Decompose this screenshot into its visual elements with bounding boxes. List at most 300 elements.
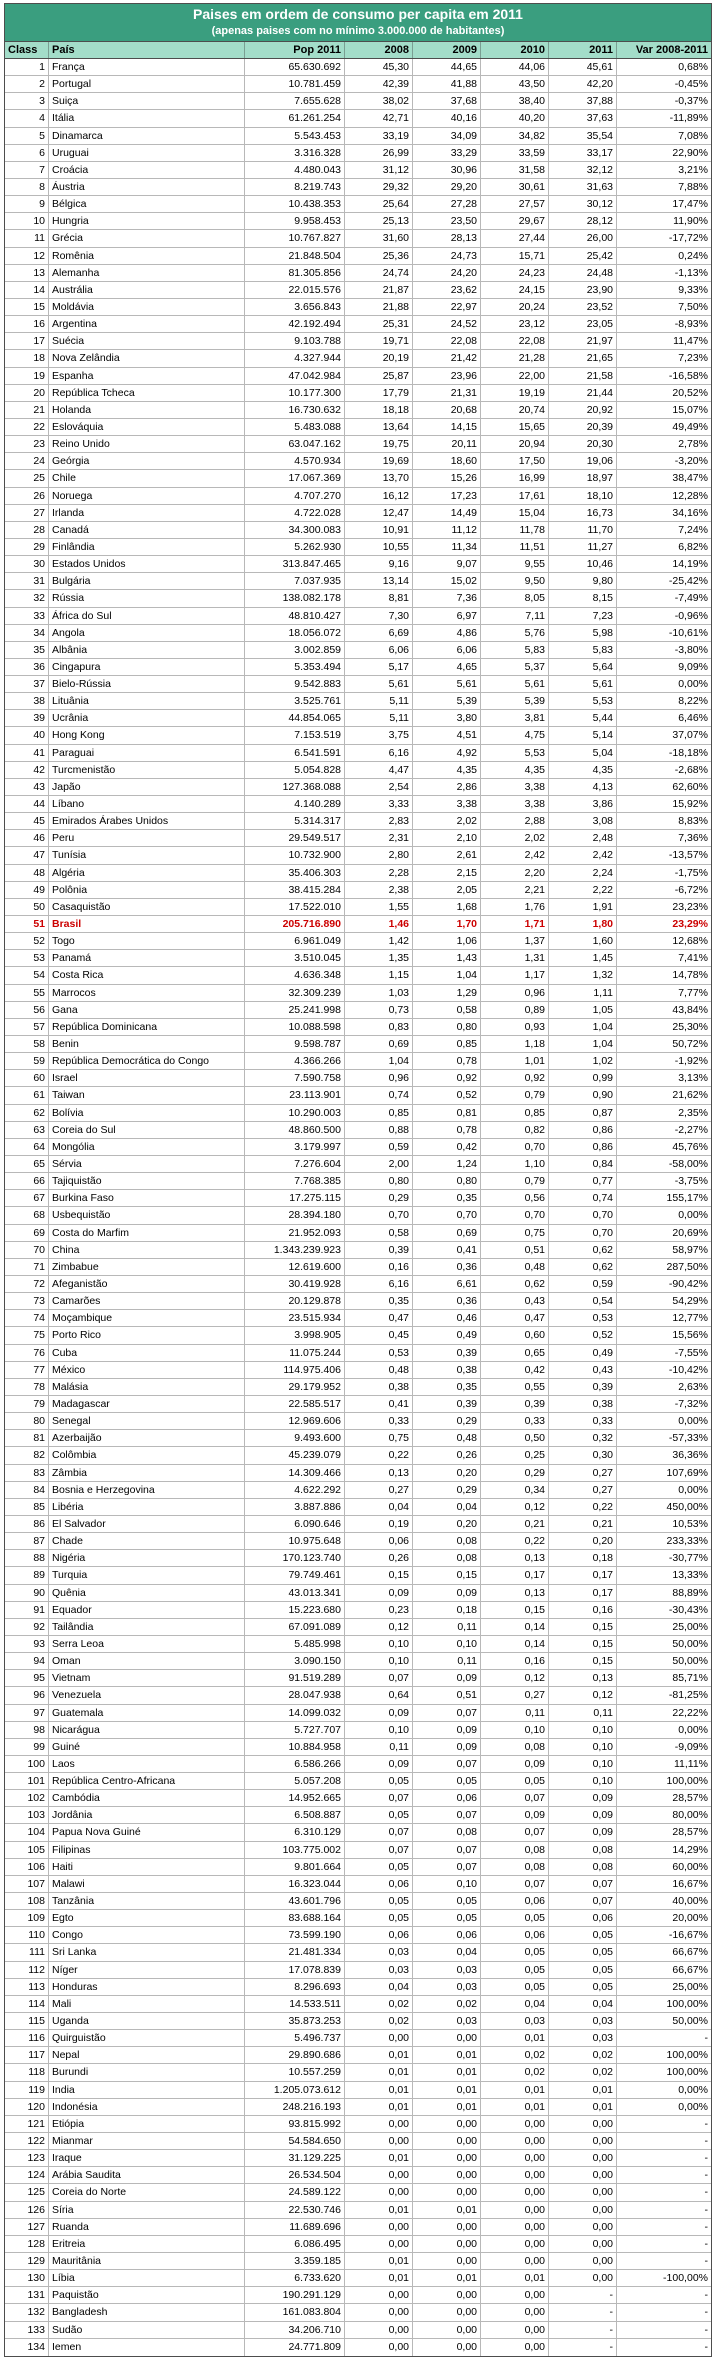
- table-row: [5, 505, 711, 522]
- value-2010-cell: 2,02: [481, 830, 549, 846]
- country-cell: Mongólia: [49, 1139, 245, 1155]
- value-2010-cell: 0,55: [481, 1379, 549, 1395]
- rank-cell: 64: [5, 1139, 49, 1155]
- population-cell: 23.515.934: [245, 1310, 345, 1326]
- population-cell: 9.493.600: [245, 1430, 345, 1446]
- population-cell: 48.860.500: [245, 1122, 345, 1138]
- table-row: [5, 830, 711, 847]
- value-2010-cell: 0,70: [481, 1207, 549, 1223]
- variation-cell: 7,36%: [678, 832, 708, 845]
- table-row: [5, 1876, 711, 1893]
- value-2009-cell: 0,11: [413, 1653, 481, 1669]
- value-2011-cell: 0,07: [549, 1893, 617, 1909]
- value-2008-cell: 31,60: [345, 230, 413, 246]
- value-2008-cell: 25,31: [345, 316, 413, 332]
- value-2009-cell: 15,26: [413, 470, 481, 486]
- value-2011-cell: 42,20: [549, 76, 617, 92]
- value-2010-cell: 5,39: [481, 693, 549, 709]
- value-2011-cell: 35,54: [549, 128, 617, 144]
- rank-cell: 39: [5, 710, 49, 726]
- country-cell: Laos: [49, 1756, 245, 1772]
- population-cell: 1.205.073.612: [245, 2082, 345, 2098]
- country-cell: Angola: [49, 625, 245, 641]
- value-2010-cell: 0,89: [481, 1002, 549, 1018]
- rank-cell: 84: [5, 1482, 49, 1498]
- table-row: [5, 2082, 711, 2099]
- population-cell: 12.969.606: [245, 1413, 345, 1429]
- variation-cell: -2,68%: [674, 763, 708, 776]
- table-row: [5, 1379, 711, 1396]
- rank-cell: 123: [5, 2150, 49, 2166]
- value-2010-cell: 0,02: [481, 2047, 549, 2063]
- population-cell: 4.636.348: [245, 967, 345, 983]
- country-cell: Hungria: [49, 213, 245, 229]
- value-2008-cell: 0,10: [345, 1636, 413, 1652]
- value-2008-cell: 2,38: [345, 882, 413, 898]
- value-2010-cell: 0,10: [481, 1722, 549, 1738]
- variation-cell: -16,58%: [668, 369, 708, 382]
- rank-cell: 121: [5, 2116, 49, 2132]
- table-row: [5, 1807, 711, 1824]
- rank-cell: 80: [5, 1413, 49, 1429]
- value-2008-cell: 0,47: [345, 1310, 413, 1326]
- variation-cell: 0,00%: [678, 1483, 708, 1496]
- value-2009-cell: 0,09: [413, 1585, 481, 1601]
- value-2010-cell: 0,56: [481, 1190, 549, 1206]
- variation-cell: -: [704, 2203, 708, 2216]
- value-2009-cell: 0,70: [413, 1207, 481, 1223]
- variation-cell: -8,93%: [674, 318, 708, 331]
- table-row: [5, 693, 711, 710]
- country-cell: Malawi: [49, 1876, 245, 1892]
- population-cell: 5.485.998: [245, 1636, 345, 1652]
- variation-cell: -30,77%: [668, 1552, 708, 1565]
- population-cell: 14.309.466: [245, 1465, 345, 1481]
- rank-cell: 112: [5, 1962, 49, 1978]
- variation-cell: 66,67%: [672, 1946, 708, 1959]
- value-2009-cell: 0,92: [413, 1070, 481, 1086]
- population-cell: 9.542.883: [245, 676, 345, 692]
- country-cell: Peru: [49, 830, 245, 846]
- rank-cell: 41: [5, 745, 49, 761]
- value-2011-cell: 11,27: [549, 539, 617, 555]
- variation-cell: 2,78%: [678, 438, 708, 451]
- country-cell: Alemanha: [49, 265, 245, 281]
- rank-cell: 88: [5, 1550, 49, 1566]
- population-cell: 10.884.958: [245, 1739, 345, 1755]
- value-2011-cell: -: [549, 2287, 617, 2303]
- value-2009-cell: 0,15: [413, 1567, 481, 1583]
- table-row: [5, 1413, 711, 1430]
- value-2009-cell: 3,38: [413, 796, 481, 812]
- country-cell: Dinamarca: [49, 128, 245, 144]
- value-2008-cell: 0,00: [345, 2219, 413, 2235]
- value-2011-cell: 20,92: [549, 402, 617, 418]
- value-2009-cell: 0,03: [413, 1979, 481, 1995]
- population-cell: 4.722.028: [245, 505, 345, 521]
- value-2010-cell: 43,50: [481, 76, 549, 92]
- table-row: [5, 1567, 711, 1584]
- country-cell: Canadá: [49, 522, 245, 538]
- country-cell: Uruguai: [49, 145, 245, 161]
- value-2010-cell: 9,55: [481, 556, 549, 572]
- value-2011-cell: 0,49: [549, 1345, 617, 1361]
- country-cell: Hong Kong: [49, 727, 245, 743]
- value-2011-cell: 0,86: [549, 1122, 617, 1138]
- value-2009-cell: 0,00: [413, 2339, 481, 2356]
- variation-cell: -: [704, 2186, 708, 2199]
- value-2010-cell: 0,01: [481, 2270, 549, 2286]
- rank-cell: 72: [5, 1276, 49, 1292]
- population-cell: 3.998.905: [245, 1327, 345, 1343]
- value-2009-cell: 0,05: [413, 1893, 481, 1909]
- value-2011-cell: 0,11: [549, 1705, 617, 1721]
- value-2009-cell: 1,29: [413, 985, 481, 1001]
- table-row: [5, 2150, 711, 2167]
- value-2008-cell: 0,64: [345, 1687, 413, 1703]
- value-2008-cell: 0,10: [345, 1653, 413, 1669]
- value-2010-cell: 0,17: [481, 1567, 549, 1583]
- variation-cell: 12,77%: [672, 1312, 708, 1325]
- table-row: [5, 1824, 711, 1841]
- value-2011-cell: 0,87: [549, 1105, 617, 1121]
- value-2010-cell: 0,05: [481, 1944, 549, 1960]
- population-cell: 4.140.289: [245, 796, 345, 812]
- population-cell: 103.775.002: [245, 1842, 345, 1858]
- value-2009-cell: 40,16: [413, 110, 481, 126]
- value-2009-cell: 0,10: [413, 1636, 481, 1652]
- value-2008-cell: 0,07: [345, 1790, 413, 1806]
- rank-cell: 92: [5, 1619, 49, 1635]
- value-2009-cell: 0,06: [413, 1927, 481, 1943]
- value-2011-cell: 0,43: [549, 1362, 617, 1378]
- variation-cell: 287,50%: [666, 1260, 708, 1273]
- value-2008-cell: 0,45: [345, 1327, 413, 1343]
- table-row: [5, 865, 711, 882]
- value-2008-cell: 0,00: [345, 2184, 413, 2200]
- population-cell: 6.508.887: [245, 1807, 345, 1823]
- country-cell: Porto Rico: [49, 1327, 245, 1343]
- table-row: [5, 625, 711, 642]
- country-cell: Emirados Árabes Unidos: [49, 813, 245, 829]
- value-2010-cell: 0,79: [481, 1173, 549, 1189]
- variation-cell: -13,57%: [668, 849, 708, 862]
- rank-cell: 20: [5, 385, 49, 401]
- value-2010-cell: 0,96: [481, 985, 549, 1001]
- value-2010-cell: 0,08: [481, 1859, 549, 1875]
- country-cell: Chade: [49, 1533, 245, 1549]
- rank-cell: 32: [5, 590, 49, 606]
- rank-cell: 128: [5, 2236, 49, 2252]
- country-cell: Holanda: [49, 402, 245, 418]
- population-cell: 15.223.680: [245, 1602, 345, 1618]
- country-cell: Sérvia: [49, 1156, 245, 1172]
- value-2009-cell: 41,88: [413, 76, 481, 92]
- value-2008-cell: 6,69: [345, 625, 413, 641]
- value-2008-cell: 42,71: [345, 110, 413, 126]
- rank-cell: 76: [5, 1345, 49, 1361]
- variation-cell: -57,33%: [668, 1432, 708, 1445]
- rank-cell: 119: [5, 2082, 49, 2098]
- population-cell: 29.549.517: [245, 830, 345, 846]
- variation-cell: 6,82%: [678, 540, 708, 553]
- value-2011-cell: 0,08: [549, 1842, 617, 1858]
- value-2009-cell: 0,51: [413, 1687, 481, 1703]
- population-cell: 38.415.284: [245, 882, 345, 898]
- country-cell: Algéria: [49, 865, 245, 881]
- value-2009-cell: 0,01: [413, 2064, 481, 2080]
- variation-cell: -: [704, 2323, 708, 2336]
- table-row: [5, 230, 711, 247]
- rank-cell: 58: [5, 1036, 49, 1052]
- population-cell: 10.290.003: [245, 1105, 345, 1121]
- population-cell: 44.854.065: [245, 710, 345, 726]
- value-2011-cell: 0,06: [549, 1910, 617, 1926]
- rank-cell: 52: [5, 933, 49, 949]
- value-2008-cell: 0,07: [345, 1670, 413, 1686]
- population-cell: 5.262.930: [245, 539, 345, 555]
- variation-cell: -: [704, 2340, 708, 2353]
- value-2009-cell: 6,61: [413, 1276, 481, 1292]
- population-cell: 48.810.427: [245, 608, 345, 624]
- value-2008-cell: 1,42: [345, 933, 413, 949]
- population-cell: 43.601.796: [245, 1893, 345, 1909]
- population-cell: 17.067.369: [245, 470, 345, 486]
- population-cell: 63.047.162: [245, 436, 345, 452]
- variation-cell: 9,33%: [678, 283, 708, 296]
- variation-cell: 0,00%: [678, 1723, 708, 1736]
- variation-cell: 7,08%: [678, 129, 708, 142]
- variation-cell: -3,20%: [674, 455, 708, 468]
- population-cell: 24.771.809: [245, 2339, 345, 2356]
- value-2009-cell: 23,62: [413, 282, 481, 298]
- population-cell: 5.054.828: [245, 762, 345, 778]
- value-2009-cell: 4,92: [413, 745, 481, 761]
- population-cell: 29.890.686: [245, 2047, 345, 2063]
- variation-cell: 22,22%: [672, 1706, 708, 1719]
- variation-cell: 20,00%: [672, 1912, 708, 1925]
- value-2010-cell: 20,94: [481, 436, 549, 452]
- country-cell: Síria: [49, 2202, 245, 2218]
- variation-cell: -1,92%: [674, 1055, 708, 1068]
- value-2010-cell: 0,07: [481, 1790, 549, 1806]
- value-2010-cell: 5,37: [481, 659, 549, 675]
- population-cell: 83.688.164: [245, 1910, 345, 1926]
- rank-cell: 87: [5, 1533, 49, 1549]
- variation-cell: 50,00%: [672, 1655, 708, 1668]
- country-cell: Cambódia: [49, 1790, 245, 1806]
- value-2011-cell: 5,04: [549, 745, 617, 761]
- value-2011-cell: 21,44: [549, 385, 617, 401]
- rank-cell: 79: [5, 1396, 49, 1412]
- variation-cell: 88,89%: [672, 1586, 708, 1599]
- value-2008-cell: 18,18: [345, 402, 413, 418]
- rank-cell: 6: [5, 145, 49, 161]
- value-2009-cell: 0,48: [413, 1430, 481, 1446]
- population-cell: 11.075.244: [245, 1345, 345, 1361]
- variation-cell: 15,92%: [672, 798, 708, 811]
- value-2009-cell: 0,78: [413, 1122, 481, 1138]
- rank-cell: 5: [5, 128, 49, 144]
- value-2008-cell: 0,05: [345, 1773, 413, 1789]
- value-2009-cell: 22,08: [413, 333, 481, 349]
- value-2009-cell: 0,39: [413, 1396, 481, 1412]
- value-2008-cell: 19,69: [345, 453, 413, 469]
- rank-cell: 47: [5, 847, 49, 863]
- value-2011-cell: 18,10: [549, 488, 617, 504]
- value-2010-cell: 9,50: [481, 573, 549, 589]
- value-2008-cell: 9,16: [345, 556, 413, 572]
- value-2009-cell: 22,97: [413, 299, 481, 315]
- value-2009-cell: 0,01: [413, 2082, 481, 2098]
- value-2010-cell: 7,11: [481, 608, 549, 624]
- value-2008-cell: 0,05: [345, 1893, 413, 1909]
- value-2010-cell: 0,39: [481, 1396, 549, 1412]
- value-2011-cell: 0,77: [549, 1173, 617, 1189]
- value-2011-cell: 0,07: [549, 1876, 617, 1892]
- country-cell: Afeganistão: [49, 1276, 245, 1292]
- value-2009-cell: 0,10: [413, 1876, 481, 1892]
- value-2008-cell: 0,75: [345, 1430, 413, 1446]
- value-2008-cell: 0,38: [345, 1379, 413, 1395]
- value-2008-cell: 0,58: [345, 1225, 413, 1241]
- variation-cell: -: [704, 2306, 708, 2319]
- value-2010-cell: 0,92: [481, 1070, 549, 1086]
- population-cell: 43.013.341: [245, 1585, 345, 1601]
- table-row: [5, 179, 711, 196]
- country-cell: Reino Unido: [49, 436, 245, 452]
- value-2008-cell: 6,06: [345, 642, 413, 658]
- table-row: [5, 1739, 711, 1756]
- value-2009-cell: 4,65: [413, 659, 481, 675]
- value-2009-cell: 0,08: [413, 1824, 481, 1840]
- population-cell: 34.206.710: [245, 2322, 345, 2338]
- table-row: [5, 1996, 711, 2013]
- value-2009-cell: 1,06: [413, 933, 481, 949]
- country-cell: Bosnia e Herzegovina: [49, 1482, 245, 1498]
- rank-cell: 14: [5, 282, 49, 298]
- rank-cell: 89: [5, 1567, 49, 1583]
- value-2011-cell: 18,97: [549, 470, 617, 486]
- table-row: [5, 710, 711, 727]
- value-2008-cell: 2,31: [345, 830, 413, 846]
- value-2011-cell: 30,12: [549, 196, 617, 212]
- variation-cell: 85,71%: [672, 1672, 708, 1685]
- variation-cell: 14,19%: [672, 558, 708, 571]
- table-row: [5, 128, 711, 145]
- value-2010-cell: 0,09: [481, 1807, 549, 1823]
- value-2009-cell: 0,00: [413, 2322, 481, 2338]
- table-row: [5, 556, 711, 573]
- table-row: [5, 1927, 711, 1944]
- value-2008-cell: 12,47: [345, 505, 413, 521]
- population-cell: 6.733.620: [245, 2270, 345, 2286]
- population-cell: 10.438.353: [245, 196, 345, 212]
- value-2009-cell: 14,49: [413, 505, 481, 521]
- value-2008-cell: 0,19: [345, 1516, 413, 1532]
- table-row: [5, 1944, 711, 1961]
- country-cell: França: [49, 59, 245, 75]
- table-row: [5, 1482, 711, 1499]
- rank-cell: 11: [5, 230, 49, 246]
- table-row: [5, 882, 711, 899]
- value-2011-cell: 0,05: [549, 1962, 617, 1978]
- rank-cell: 86: [5, 1516, 49, 1532]
- population-cell: 7.768.385: [245, 1173, 345, 1189]
- value-2009-cell: 0,26: [413, 1447, 481, 1463]
- value-2008-cell: 1,03: [345, 985, 413, 1001]
- table-row: [5, 847, 711, 864]
- value-2011-cell: 0,00: [549, 2133, 617, 2149]
- country-cell: Tunísia: [49, 847, 245, 863]
- variation-cell: -1,13%: [674, 266, 708, 279]
- value-2011-cell: 5,64: [549, 659, 617, 675]
- value-2011-cell: 21,97: [549, 333, 617, 349]
- country-cell: Bulgária: [49, 573, 245, 589]
- value-2009-cell: 0,29: [413, 1482, 481, 1498]
- value-2009-cell: 0,07: [413, 1842, 481, 1858]
- population-cell: 5.496.737: [245, 2030, 345, 2046]
- rank-cell: 22: [5, 419, 49, 435]
- rank-cell: 113: [5, 1979, 49, 1995]
- population-cell: 10.781.459: [245, 76, 345, 92]
- value-2011-cell: 0,10: [549, 1739, 617, 1755]
- variation-cell: 11,11%: [673, 1757, 708, 1770]
- value-2008-cell: 1,55: [345, 899, 413, 915]
- population-cell: 10.557.259: [245, 2064, 345, 2080]
- variation-cell: 13,33%: [672, 1569, 708, 1582]
- value-2011-cell: 0,74: [549, 1190, 617, 1206]
- table-row: [5, 350, 711, 367]
- value-2009-cell: 0,01: [413, 2270, 481, 2286]
- table-row: [5, 59, 711, 76]
- value-2011-cell: 0,22: [549, 1499, 617, 1515]
- value-2008-cell: 0,16: [345, 1259, 413, 1275]
- value-2008-cell: 0,11: [345, 1739, 413, 1755]
- population-cell: 26.534.504: [245, 2167, 345, 2183]
- variation-cell: 3,21%: [678, 163, 708, 176]
- rank-cell: 35: [5, 642, 49, 658]
- variation-cell: -18,18%: [668, 746, 708, 759]
- rank-cell: 68: [5, 1207, 49, 1223]
- country-cell: Eritreia: [49, 2236, 245, 2252]
- value-2011-cell: 0,00: [549, 2116, 617, 2132]
- country-cell: Taiwan: [49, 1087, 245, 1103]
- table-row: [5, 2202, 711, 2219]
- value-2010-cell: 5,76: [481, 625, 549, 641]
- value-2008-cell: 0,01: [345, 2202, 413, 2218]
- value-2008-cell: 0,02: [345, 2013, 413, 2029]
- country-cell: Turcmenistão: [49, 762, 245, 778]
- value-2008-cell: 0,83: [345, 1019, 413, 1035]
- table-row: [5, 1687, 711, 1704]
- value-2011-cell: 0,84: [549, 1156, 617, 1172]
- value-2011-cell: 2,42: [549, 847, 617, 863]
- value-2009-cell: 0,06: [413, 1790, 481, 1806]
- value-2009-cell: 20,68: [413, 402, 481, 418]
- table-row: [5, 779, 711, 796]
- value-2008-cell: 0,73: [345, 1002, 413, 1018]
- value-2009-cell: 0,49: [413, 1327, 481, 1343]
- value-2008-cell: 0,00: [345, 2322, 413, 2338]
- variation-cell: 45,76%: [672, 1140, 708, 1153]
- variation-cell: -0,37%: [674, 95, 708, 108]
- population-cell: 10.732.900: [245, 847, 345, 863]
- rank-cell: 2: [5, 76, 49, 92]
- country-cell: Uganda: [49, 2013, 245, 2029]
- table-row: [5, 2304, 711, 2321]
- table-row: [5, 213, 711, 230]
